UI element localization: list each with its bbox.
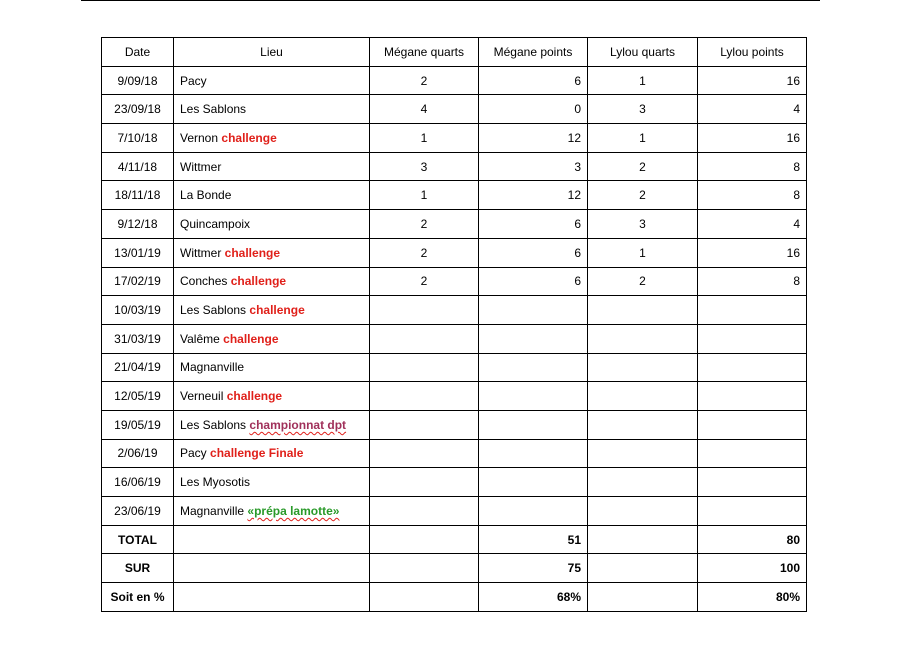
megane-points-cell: 12 bbox=[479, 124, 588, 153]
date-cell: 16/06/19 bbox=[102, 468, 174, 497]
lylou-points-cell bbox=[698, 382, 807, 411]
summary-lylou-points: 80 bbox=[698, 525, 807, 554]
lieu-name: Magnanville bbox=[180, 360, 245, 375]
table-row bbox=[102, 353, 807, 382]
date-cell: 19/05/19 bbox=[102, 410, 174, 439]
date-cell: 9/09/18 bbox=[102, 66, 174, 95]
summary-row bbox=[102, 583, 807, 612]
lylou-quarts-cell bbox=[588, 382, 698, 411]
lylou-quarts-cell bbox=[588, 324, 698, 353]
megane-quarts-cell: 2 bbox=[370, 267, 479, 296]
megane-points-cell: 6 bbox=[479, 210, 588, 239]
megane-quarts-cell: 1 bbox=[370, 181, 479, 210]
table-row bbox=[102, 468, 807, 497]
table-row bbox=[102, 152, 807, 181]
date-cell: 21/04/19 bbox=[102, 353, 174, 382]
summary-label: SUR bbox=[102, 554, 174, 583]
megane-points-cell bbox=[479, 497, 588, 526]
megane-quarts-cell: 4 bbox=[370, 95, 479, 124]
lylou-points-cell: 4 bbox=[698, 210, 807, 239]
lylou-points-cell bbox=[698, 468, 807, 497]
lylou-quarts-cell: 2 bbox=[588, 152, 698, 181]
table-row bbox=[102, 181, 807, 210]
event-tag: challenge bbox=[224, 245, 281, 260]
top-rule bbox=[81, 0, 820, 1]
lylou-quarts-cell bbox=[588, 497, 698, 526]
megane-points-cell bbox=[479, 382, 588, 411]
lieu-name: Wittmer bbox=[180, 245, 222, 260]
date-cell: 4/11/18 bbox=[102, 152, 174, 181]
megane-quarts-cell: 2 bbox=[370, 210, 479, 239]
summary-empty bbox=[370, 554, 479, 583]
summary-row bbox=[102, 525, 807, 554]
lieu-cell bbox=[174, 95, 370, 124]
summary-body bbox=[102, 525, 807, 611]
lylou-points-cell bbox=[698, 497, 807, 526]
summary-lylou-points: 80% bbox=[698, 583, 807, 612]
lylou-quarts-cell: 2 bbox=[588, 181, 698, 210]
event-tag-text: «prépa lamotte» bbox=[247, 503, 340, 518]
summary-empty bbox=[174, 583, 370, 612]
date-cell: 31/03/19 bbox=[102, 324, 174, 353]
lylou-points-cell: 8 bbox=[698, 152, 807, 181]
header-megane-points: Mégane points bbox=[479, 38, 588, 67]
header-lylou-quarts: Lylou quarts bbox=[588, 38, 698, 67]
megane-quarts-cell bbox=[370, 497, 479, 526]
lieu-name: Les Myosotis bbox=[180, 475, 251, 490]
megane-points-cell: 6 bbox=[479, 66, 588, 95]
table-row bbox=[102, 324, 807, 353]
megane-points-cell bbox=[479, 353, 588, 382]
event-tag bbox=[247, 504, 339, 518]
lylou-points-cell bbox=[698, 353, 807, 382]
lieu-cell bbox=[174, 439, 370, 468]
table-row bbox=[102, 382, 807, 411]
lylou-points-cell: 16 bbox=[698, 66, 807, 95]
lylou-points-cell: 8 bbox=[698, 181, 807, 210]
table-row bbox=[102, 124, 807, 153]
lylou-quarts-cell: 2 bbox=[588, 267, 698, 296]
lieu-cell bbox=[174, 152, 370, 181]
summary-empty bbox=[370, 525, 479, 554]
megane-points-cell bbox=[479, 296, 588, 325]
table-row bbox=[102, 410, 807, 439]
summary-empty bbox=[370, 583, 479, 612]
date-cell: 12/05/19 bbox=[102, 382, 174, 411]
lieu-name: Conches bbox=[180, 274, 228, 289]
lieu-name: Vernon bbox=[180, 130, 219, 145]
table-row bbox=[102, 210, 807, 239]
lieu-name: La Bonde bbox=[180, 188, 232, 203]
lieu-cell bbox=[174, 210, 370, 239]
date-cell: 23/09/18 bbox=[102, 95, 174, 124]
lieu-name: Quincampoix bbox=[180, 216, 251, 231]
summary-megane-points: 68% bbox=[479, 583, 588, 612]
lieu-name: Les Sablons bbox=[180, 417, 247, 432]
lieu-name: Valême bbox=[180, 331, 220, 346]
lieu-name: Magnanville bbox=[180, 503, 245, 518]
table-row bbox=[102, 238, 807, 267]
lieu-cell bbox=[174, 353, 370, 382]
lieu-cell bbox=[174, 124, 370, 153]
lylou-quarts-cell: 3 bbox=[588, 95, 698, 124]
date-cell: 18/11/18 bbox=[102, 181, 174, 210]
lylou-points-cell: 8 bbox=[698, 267, 807, 296]
summary-megane-points: 75 bbox=[479, 554, 588, 583]
event-tag: challenge bbox=[226, 389, 283, 404]
summary-label: TOTAL bbox=[102, 525, 174, 554]
date-cell: 10/03/19 bbox=[102, 296, 174, 325]
megane-points-cell: 6 bbox=[479, 238, 588, 267]
lylou-points-cell: 16 bbox=[698, 124, 807, 153]
table-row bbox=[102, 296, 807, 325]
lylou-quarts-cell bbox=[588, 353, 698, 382]
megane-points-cell: 3 bbox=[479, 152, 588, 181]
date-cell: 13/01/19 bbox=[102, 238, 174, 267]
summary-megane-points: 51 bbox=[479, 525, 588, 554]
event-tag: challenge bbox=[249, 303, 305, 318]
lylou-quarts-cell bbox=[588, 439, 698, 468]
header-megane-quarts: Mégane quarts bbox=[370, 38, 479, 67]
lieu-cell bbox=[174, 296, 370, 325]
megane-quarts-cell bbox=[370, 353, 479, 382]
megane-quarts-cell: 2 bbox=[370, 66, 479, 95]
date-cell: 9/12/18 bbox=[102, 210, 174, 239]
lylou-points-cell bbox=[698, 439, 807, 468]
megane-quarts-cell bbox=[370, 410, 479, 439]
megane-quarts-cell: 1 bbox=[370, 124, 479, 153]
lieu-cell bbox=[174, 468, 370, 497]
megane-points-cell bbox=[479, 468, 588, 497]
lieu-name: Les Sablons bbox=[180, 303, 247, 318]
lylou-points-cell bbox=[698, 296, 807, 325]
header-lylou-points: Lylou points bbox=[698, 38, 807, 67]
lylou-quarts-cell bbox=[588, 468, 698, 497]
lylou-points-cell bbox=[698, 410, 807, 439]
lylou-points-cell: 4 bbox=[698, 95, 807, 124]
summary-row bbox=[102, 554, 807, 583]
event-tag: challenge Finale bbox=[210, 446, 304, 461]
table-row bbox=[102, 267, 807, 296]
lieu-cell bbox=[174, 181, 370, 210]
lylou-points-cell: 16 bbox=[698, 238, 807, 267]
summary-empty bbox=[588, 525, 698, 554]
table-body bbox=[102, 66, 807, 525]
lieu-cell bbox=[174, 267, 370, 296]
date-cell: 2/06/19 bbox=[102, 439, 174, 468]
megane-quarts-cell: 2 bbox=[370, 238, 479, 267]
lylou-quarts-cell bbox=[588, 296, 698, 325]
megane-points-cell bbox=[479, 439, 588, 468]
megane-points-cell bbox=[479, 324, 588, 353]
event-tag: championnat dpt bbox=[249, 417, 347, 432]
lieu-cell bbox=[174, 66, 370, 95]
lylou-quarts-cell: 1 bbox=[588, 66, 698, 95]
event-tag: challenge bbox=[221, 130, 277, 145]
megane-points-cell bbox=[479, 410, 588, 439]
table-row bbox=[102, 95, 807, 124]
lieu-cell bbox=[174, 324, 370, 353]
megane-quarts-cell bbox=[370, 439, 479, 468]
lylou-quarts-cell: 3 bbox=[588, 210, 698, 239]
header-lieu: Lieu bbox=[174, 38, 370, 67]
lieu-cell bbox=[174, 382, 370, 411]
summary-empty bbox=[174, 554, 370, 583]
megane-points-cell: 12 bbox=[479, 181, 588, 210]
megane-quarts-cell bbox=[370, 382, 479, 411]
lieu-name: Pacy bbox=[180, 73, 207, 88]
date-cell: 7/10/18 bbox=[102, 124, 174, 153]
lieu-cell bbox=[174, 410, 370, 439]
date-cell: 17/02/19 bbox=[102, 267, 174, 296]
summary-empty bbox=[588, 554, 698, 583]
lylou-points-cell bbox=[698, 324, 807, 353]
event-tag: challenge bbox=[223, 331, 279, 346]
event-tag: challenge bbox=[230, 274, 287, 289]
date-cell: 23/06/19 bbox=[102, 497, 174, 526]
megane-quarts-cell bbox=[370, 468, 479, 497]
megane-quarts-cell bbox=[370, 296, 479, 325]
lylou-quarts-cell: 1 bbox=[588, 238, 698, 267]
table-row bbox=[102, 497, 807, 526]
results-table bbox=[101, 37, 807, 612]
summary-empty bbox=[588, 583, 698, 612]
lieu-name: Wittmer bbox=[180, 159, 222, 174]
lieu-cell bbox=[174, 238, 370, 267]
table-row bbox=[102, 66, 807, 95]
summary-label: Soit en % bbox=[102, 583, 174, 612]
megane-points-cell: 6 bbox=[479, 267, 588, 296]
header-row bbox=[102, 38, 807, 67]
lieu-cell bbox=[174, 497, 370, 526]
lylou-quarts-cell bbox=[588, 410, 698, 439]
lieu-name: Verneuil bbox=[180, 389, 224, 404]
table-row bbox=[102, 439, 807, 468]
megane-quarts-cell: 3 bbox=[370, 152, 479, 181]
summary-empty bbox=[174, 525, 370, 554]
lylou-quarts-cell: 1 bbox=[588, 124, 698, 153]
header-date: Date bbox=[102, 38, 174, 67]
summary-lylou-points: 100 bbox=[698, 554, 807, 583]
megane-quarts-cell bbox=[370, 324, 479, 353]
lieu-name: Pacy bbox=[180, 446, 207, 461]
megane-points-cell: 0 bbox=[479, 95, 588, 124]
lieu-name: Les Sablons bbox=[180, 102, 247, 117]
